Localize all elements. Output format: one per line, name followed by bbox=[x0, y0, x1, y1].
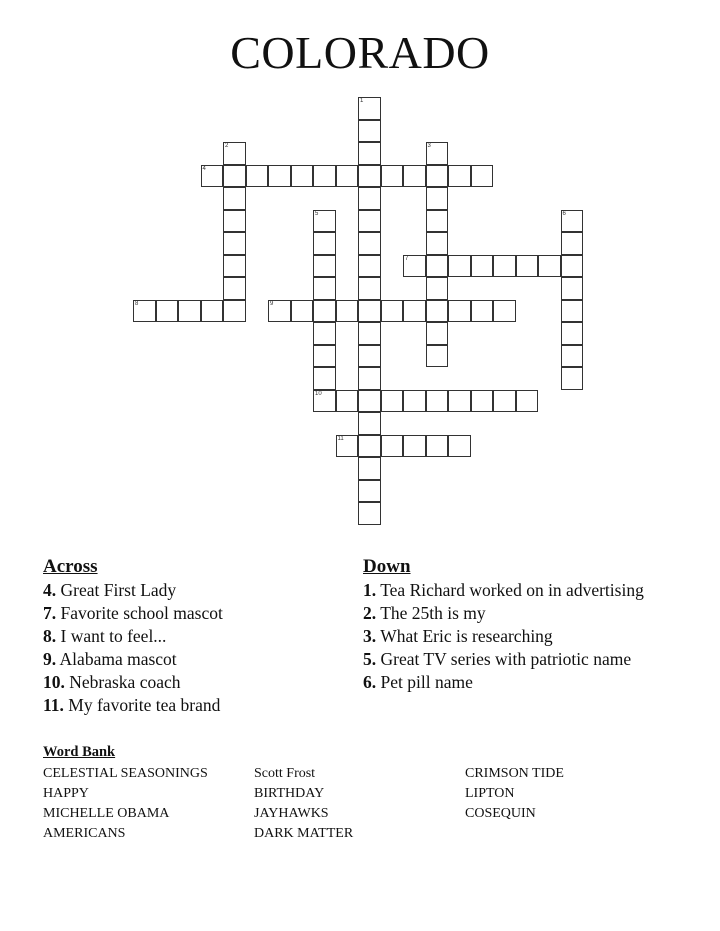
crossword-cell[interactable] bbox=[313, 322, 336, 345]
clue-number: 3. bbox=[363, 626, 377, 646]
across-clue bbox=[43, 695, 343, 715]
clue-number: 11. bbox=[43, 695, 64, 715]
crossword-cell[interactable] bbox=[223, 255, 246, 278]
crossword-cell[interactable] bbox=[313, 367, 336, 390]
clue-number: 4. bbox=[43, 580, 57, 600]
crossword-cell[interactable] bbox=[358, 322, 381, 345]
down-clue bbox=[363, 626, 683, 646]
crossword-cell[interactable] bbox=[358, 457, 381, 480]
word-bank-heading: Word Bank bbox=[43, 744, 116, 760]
word-bank-item: JAYHAWKS bbox=[254, 806, 329, 821]
word-bank-item: Scott Frost bbox=[254, 766, 316, 781]
crossword-cell[interactable] bbox=[358, 367, 381, 390]
crossword-cell[interactable] bbox=[426, 232, 449, 255]
crossword-cell[interactable] bbox=[223, 232, 246, 255]
crossword-cell[interactable] bbox=[471, 300, 494, 323]
crossword-cell[interactable] bbox=[358, 120, 381, 143]
down-clue bbox=[363, 649, 683, 669]
crossword-cell[interactable] bbox=[381, 435, 404, 458]
clue-text: Tea Richard worked on in advertising bbox=[380, 580, 644, 600]
clue-text: Nebraska coach bbox=[69, 672, 181, 692]
cell-number: 11 bbox=[337, 435, 344, 442]
word-bank-item: DARK MATTER bbox=[254, 826, 354, 841]
across-clue bbox=[43, 672, 343, 692]
cell-number: 10 bbox=[315, 390, 322, 397]
clue-text: Alabama mascot bbox=[59, 649, 177, 669]
crossword-cell[interactable] bbox=[313, 277, 336, 300]
crossword-cell[interactable] bbox=[133, 300, 156, 323]
crossword-cell[interactable] bbox=[336, 300, 359, 323]
crossword-cell[interactable] bbox=[448, 255, 471, 278]
crossword-cell[interactable] bbox=[426, 435, 449, 458]
crossword-cell[interactable] bbox=[403, 300, 426, 323]
clue-number: 2. bbox=[363, 603, 377, 623]
word-bank-item: LIPTON bbox=[465, 786, 515, 801]
word-bank-item: CELESTIAL SEASONINGS bbox=[43, 766, 208, 781]
clue-number: 9. bbox=[43, 649, 57, 669]
crossword-cell[interactable] bbox=[381, 165, 404, 188]
crossword-cell[interactable] bbox=[336, 390, 359, 413]
crossword-cell[interactable] bbox=[471, 255, 494, 278]
crossword-cell[interactable] bbox=[561, 277, 584, 300]
crossword-cell[interactable] bbox=[426, 210, 449, 233]
crossword-cell[interactable] bbox=[156, 300, 179, 323]
crossword-cell[interactable] bbox=[561, 300, 584, 323]
crossword-cell[interactable] bbox=[358, 435, 381, 458]
clue-text: Favorite school mascot bbox=[60, 603, 223, 623]
crossword-cell[interactable] bbox=[561, 367, 584, 390]
crossword-cell[interactable] bbox=[426, 345, 449, 368]
word-bank-column bbox=[43, 764, 208, 844]
word-bank-item: COSEQUIN bbox=[465, 806, 536, 821]
crossword-cell[interactable] bbox=[538, 255, 561, 278]
crossword-cell[interactable] bbox=[313, 255, 336, 278]
crossword-cell[interactable] bbox=[223, 187, 246, 210]
crossword-cell[interactable] bbox=[448, 300, 471, 323]
cell-number: 5 bbox=[315, 210, 319, 217]
clue-text: Great TV series with patriotic name bbox=[380, 649, 632, 669]
crossword-cell[interactable] bbox=[358, 412, 381, 435]
crossword-cell[interactable] bbox=[358, 97, 381, 120]
clue-text: My favorite tea brand bbox=[68, 695, 221, 715]
crossword-cell[interactable] bbox=[471, 165, 494, 188]
crossword-cell[interactable] bbox=[313, 345, 336, 368]
word-bank-item: HAPPY bbox=[43, 786, 89, 801]
across-clues bbox=[43, 556, 343, 718]
crossword-cell[interactable] bbox=[358, 187, 381, 210]
crossword-cell[interactable] bbox=[358, 142, 381, 165]
clue-number: 1. bbox=[363, 580, 377, 600]
crossword-cell[interactable] bbox=[561, 210, 584, 233]
crossword-cell[interactable] bbox=[561, 345, 584, 368]
crossword-cell[interactable] bbox=[313, 165, 336, 188]
crossword-cell[interactable] bbox=[223, 277, 246, 300]
crossword-cell[interactable] bbox=[313, 232, 336, 255]
clue-text: Great First Lady bbox=[60, 580, 177, 600]
crossword-cell[interactable] bbox=[561, 255, 584, 278]
crossword-cell[interactable] bbox=[268, 300, 291, 323]
cell-number: 1 bbox=[360, 98, 364, 104]
crossword-cell[interactable] bbox=[471, 390, 494, 413]
crossword-cell[interactable] bbox=[291, 165, 314, 188]
crossword-cell[interactable] bbox=[358, 480, 381, 503]
word-bank-item: AMERICANS bbox=[43, 826, 126, 841]
cell-number: 4 bbox=[202, 165, 206, 172]
crossword-cell[interactable] bbox=[493, 255, 516, 278]
crossword-cell[interactable] bbox=[336, 435, 359, 458]
crossword-cell[interactable] bbox=[381, 390, 404, 413]
crossword-cell[interactable] bbox=[358, 165, 381, 188]
crossword-cell[interactable] bbox=[448, 165, 471, 188]
clue-number: 8. bbox=[43, 626, 57, 646]
crossword-cell[interactable] bbox=[448, 390, 471, 413]
down-clue bbox=[363, 672, 683, 692]
crossword-cell[interactable] bbox=[268, 165, 291, 188]
clue-text: The 25th is my bbox=[380, 603, 486, 623]
crossword-cell[interactable] bbox=[246, 165, 269, 188]
crossword-cell[interactable] bbox=[426, 255, 449, 278]
word-bank-item: MICHELLE OBAMA bbox=[43, 806, 170, 821]
crossword-cell[interactable] bbox=[358, 300, 381, 323]
crossword-cell[interactable] bbox=[223, 165, 246, 188]
clue-text: Pet pill name bbox=[380, 672, 473, 692]
crossword-cell[interactable] bbox=[201, 300, 224, 323]
down-clue bbox=[363, 603, 683, 623]
crossword-cell[interactable] bbox=[403, 390, 426, 413]
clue-number: 10. bbox=[43, 672, 65, 692]
word-bank bbox=[43, 744, 683, 841]
crossword-cell[interactable] bbox=[561, 322, 584, 345]
crossword-cell[interactable] bbox=[426, 390, 449, 413]
crossword-cell[interactable] bbox=[516, 255, 539, 278]
crossword-cell[interactable] bbox=[313, 210, 336, 233]
crossword-cell[interactable] bbox=[358, 255, 381, 278]
across-heading: Across bbox=[43, 556, 98, 577]
word-bank-column bbox=[254, 764, 353, 844]
crossword-cell[interactable] bbox=[201, 165, 224, 188]
cell-number: 7 bbox=[405, 255, 409, 262]
word-bank-item: BIRTHDAY bbox=[254, 786, 325, 801]
clue-number: 6. bbox=[363, 672, 377, 692]
crossword-cell[interactable] bbox=[358, 232, 381, 255]
crossword-cell[interactable] bbox=[313, 390, 336, 413]
crossword-cell[interactable] bbox=[403, 255, 426, 278]
crossword-cell[interactable] bbox=[448, 435, 471, 458]
crossword-cell[interactable] bbox=[358, 345, 381, 368]
cell-number: 8 bbox=[135, 300, 139, 307]
crossword-cell[interactable] bbox=[291, 300, 314, 323]
clue-text: I want to feel... bbox=[60, 626, 167, 646]
down-clues bbox=[363, 556, 683, 695]
word-bank-column bbox=[465, 764, 564, 824]
crossword-cell[interactable] bbox=[561, 232, 584, 255]
word-bank-item: CRIMSON TIDE bbox=[465, 766, 564, 781]
crossword-cell[interactable] bbox=[358, 210, 381, 233]
crossword-cell[interactable] bbox=[426, 187, 449, 210]
across-clue bbox=[43, 649, 343, 669]
crossword-cell[interactable] bbox=[358, 277, 381, 300]
clue-number: 5. bbox=[363, 649, 377, 669]
crossword-cell[interactable] bbox=[516, 390, 539, 413]
crossword-cell[interactable] bbox=[426, 165, 449, 188]
crossword-cell[interactable] bbox=[493, 300, 516, 323]
crossword-cell[interactable] bbox=[223, 142, 246, 165]
crossword-cell[interactable] bbox=[426, 322, 449, 345]
down-heading: Down bbox=[363, 556, 411, 577]
crossword-cell[interactable] bbox=[223, 300, 246, 323]
crossword-cell[interactable] bbox=[381, 300, 404, 323]
crossword-cell[interactable] bbox=[223, 210, 246, 233]
down-clue bbox=[363, 580, 683, 600]
crossword-cell[interactable] bbox=[403, 165, 426, 188]
clue-text: What Eric is researching bbox=[380, 626, 553, 646]
crossword-cell[interactable] bbox=[336, 165, 359, 188]
across-clue bbox=[43, 580, 343, 600]
crossword-cell[interactable] bbox=[403, 435, 426, 458]
crossword-cell[interactable] bbox=[358, 502, 381, 525]
crossword-cell[interactable] bbox=[426, 277, 449, 300]
across-clue bbox=[43, 626, 343, 646]
crossword-cell[interactable] bbox=[358, 390, 381, 413]
crossword-cell[interactable] bbox=[178, 300, 201, 323]
cell-number: 3 bbox=[427, 143, 431, 149]
cell-number: 2 bbox=[225, 143, 229, 149]
crossword-cell[interactable] bbox=[313, 300, 336, 323]
clue-number: 7. bbox=[43, 603, 57, 623]
cell-number: 9 bbox=[270, 300, 274, 307]
page-title: COLORADO bbox=[230, 27, 490, 78]
crossword-cell[interactable] bbox=[426, 300, 449, 323]
crossword-cell[interactable] bbox=[493, 390, 516, 413]
crossword-cell[interactable] bbox=[426, 142, 449, 165]
cell-number: 6 bbox=[562, 210, 566, 217]
across-clue bbox=[43, 603, 343, 623]
